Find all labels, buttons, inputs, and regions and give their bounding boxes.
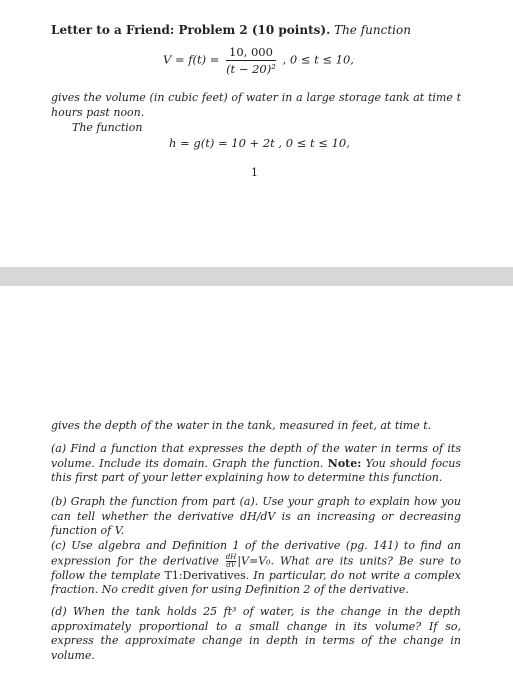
part-d-pre: (d) When the tank holds 25 xyxy=(51,605,218,618)
part-c-post: In particular, do not write a complex fraction. No credit given for using Definition 2 of the derivative. xyxy=(51,568,462,596)
page-separator xyxy=(0,267,513,286)
eq1-numerator: 10, 000 xyxy=(226,45,276,61)
eq1-lhs: V = f(t) = xyxy=(163,52,220,67)
title-italic: The function xyxy=(334,23,411,37)
part-c-eval: |V=V₀. xyxy=(237,554,275,567)
part-b: (b) Graph the function from part (a). Use your graph to explain how you can tell whether the derivative dH/dV is an increasing or decreasing function of V. xyxy=(51,495,461,537)
part-c-derivative-fraction xyxy=(226,554,237,569)
part-c-mid: What are its units? Be sure to follow the template xyxy=(51,554,462,582)
part-a xyxy=(51,442,461,486)
para1-line2: hours past noon. xyxy=(51,105,145,119)
depth-equation: h = g(t) = 10 + 2t , 0 ≤ t ≤ 10, xyxy=(169,136,350,150)
part-c-pre: (c) Use algebra and Definition 1 of the derivative (pg. 141) to find an expression for the derivative xyxy=(51,539,461,567)
the-function-label: The function xyxy=(72,121,143,134)
part-a-text: (a) Find a function that expresses the depth of the water in terms of its volume. Include its domain. Graph the function. xyxy=(51,442,461,470)
page-number: 1 xyxy=(251,166,258,179)
para1-line1: gives the volume (in cubic feet) of water in a large storage tank at time t xyxy=(51,91,461,104)
eq1-fraction xyxy=(226,45,276,76)
page-2 xyxy=(0,286,513,700)
problem-title xyxy=(51,23,411,37)
volume-equation xyxy=(163,45,354,76)
part-c xyxy=(51,539,461,598)
part-c-template: T1:Derivatives. xyxy=(164,568,250,582)
part-d xyxy=(51,605,461,663)
page-1 xyxy=(0,0,513,267)
title-bold: Letter to a Friend: Problem 2 (10 points). xyxy=(51,23,331,37)
eq1-domain: , 0 ≤ t ≤ 10, xyxy=(282,52,354,67)
part-c-frac-num: dH xyxy=(225,552,237,561)
eq1-denominator: (t − 20)² xyxy=(226,62,276,76)
part-c-frac-den: dV xyxy=(226,560,236,569)
part-a-note-text: You should focus this first part of your letter explaining how to determine this function. xyxy=(51,456,461,484)
part-d-unit: ft³ xyxy=(223,605,237,618)
part-d-post: of water, is the change in the depth approximately proportional to a small change in its volume? If so, express the approximate change in depth in terms of the change in volume. xyxy=(51,605,462,662)
paragraph-volume xyxy=(51,91,461,120)
part-a-note-label: Note: xyxy=(327,456,362,470)
paragraph-depth: gives the depth of the water in the tank, measured in feet, at time t. xyxy=(51,419,432,432)
